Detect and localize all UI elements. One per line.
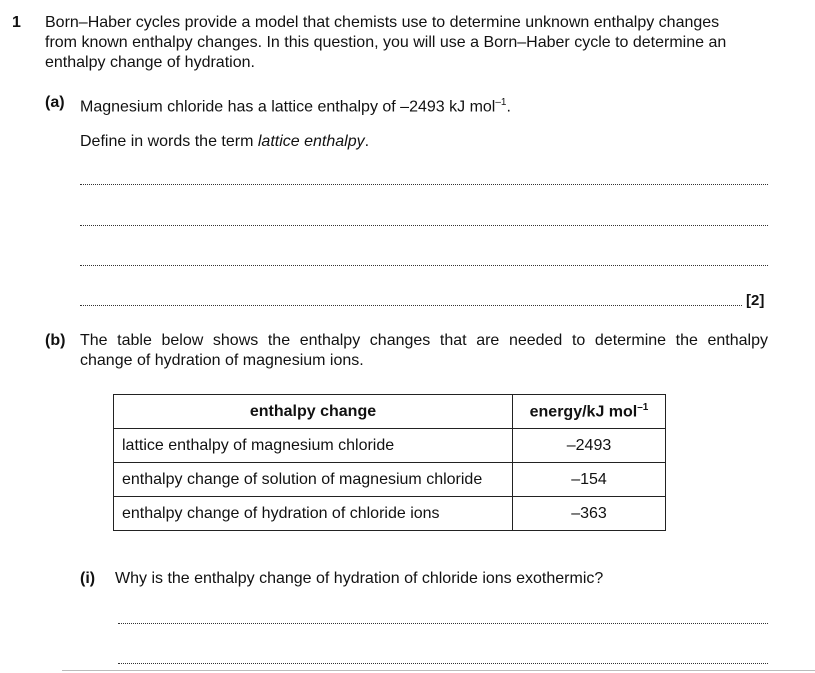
marks-a: [2] <box>746 292 765 309</box>
superscript: –1 <box>495 97 507 108</box>
question-number: 1 <box>12 14 21 31</box>
row-change: enthalpy change of hydration of chloride ions <box>114 497 513 531</box>
answer-line-a-1[interactable] <box>80 184 768 185</box>
answer-line-a-4[interactable] <box>80 305 742 306</box>
row-energy: –2493 <box>513 429 666 463</box>
table-row <box>114 497 666 531</box>
part-a-label: (a) <box>45 94 65 111</box>
table-row <box>114 429 666 463</box>
intro-line-1: Born–Haber cycles provide a model that chemists use to determine unknown enthalpy changes <box>45 14 720 31</box>
part-b-line-2: change of hydration of magnesium ions. <box>80 352 364 369</box>
intro-line-3: enthalpy change of hydration. <box>45 54 255 71</box>
table-row <box>114 463 666 497</box>
sub-i-label: (i) <box>80 570 96 587</box>
part-a-prompt: Define in words the term lattice enthalpy. <box>80 133 370 150</box>
row-change: lattice enthalpy of magnesium chloride <box>114 429 513 463</box>
intro-line-2: from known enthalpy changes. In this question, you will use a Born–Haber cycle to determine an <box>45 34 727 51</box>
answer-line-i-2[interactable] <box>118 663 768 664</box>
term-lattice-enthalpy: lattice enthalpy <box>257 133 365 150</box>
header-energy: energy/kJ mol$^{-1}$ <box>513 395 666 429</box>
part-a-statement: Magnesium chloride has a lattice enthalpy of –2493 kJ mol$^{-1}$. <box>80 97 511 116</box>
answer-line-a-2[interactable] <box>80 225 768 226</box>
part-b-line-1: The table below shows the enthalpy changes that are needed to determine the enthalpy <box>80 332 768 349</box>
page-bottom-rule <box>62 670 815 671</box>
row-energy: –154 <box>513 463 666 497</box>
answer-line-a-3[interactable] <box>80 265 768 266</box>
table-header-row <box>114 395 666 429</box>
answer-line-i-1[interactable] <box>118 623 768 624</box>
sub-i-question: Why is the enthalpy change of hydration of chloride ions exothermic? <box>115 570 604 587</box>
row-change: enthalpy change of solution of magnesium chloride <box>114 463 513 497</box>
row-energy: –363 <box>513 497 666 531</box>
header-enthalpy-change: enthalpy change <box>114 395 513 429</box>
enthalpy-table <box>113 394 666 531</box>
part-b-label: (b) <box>45 332 66 349</box>
